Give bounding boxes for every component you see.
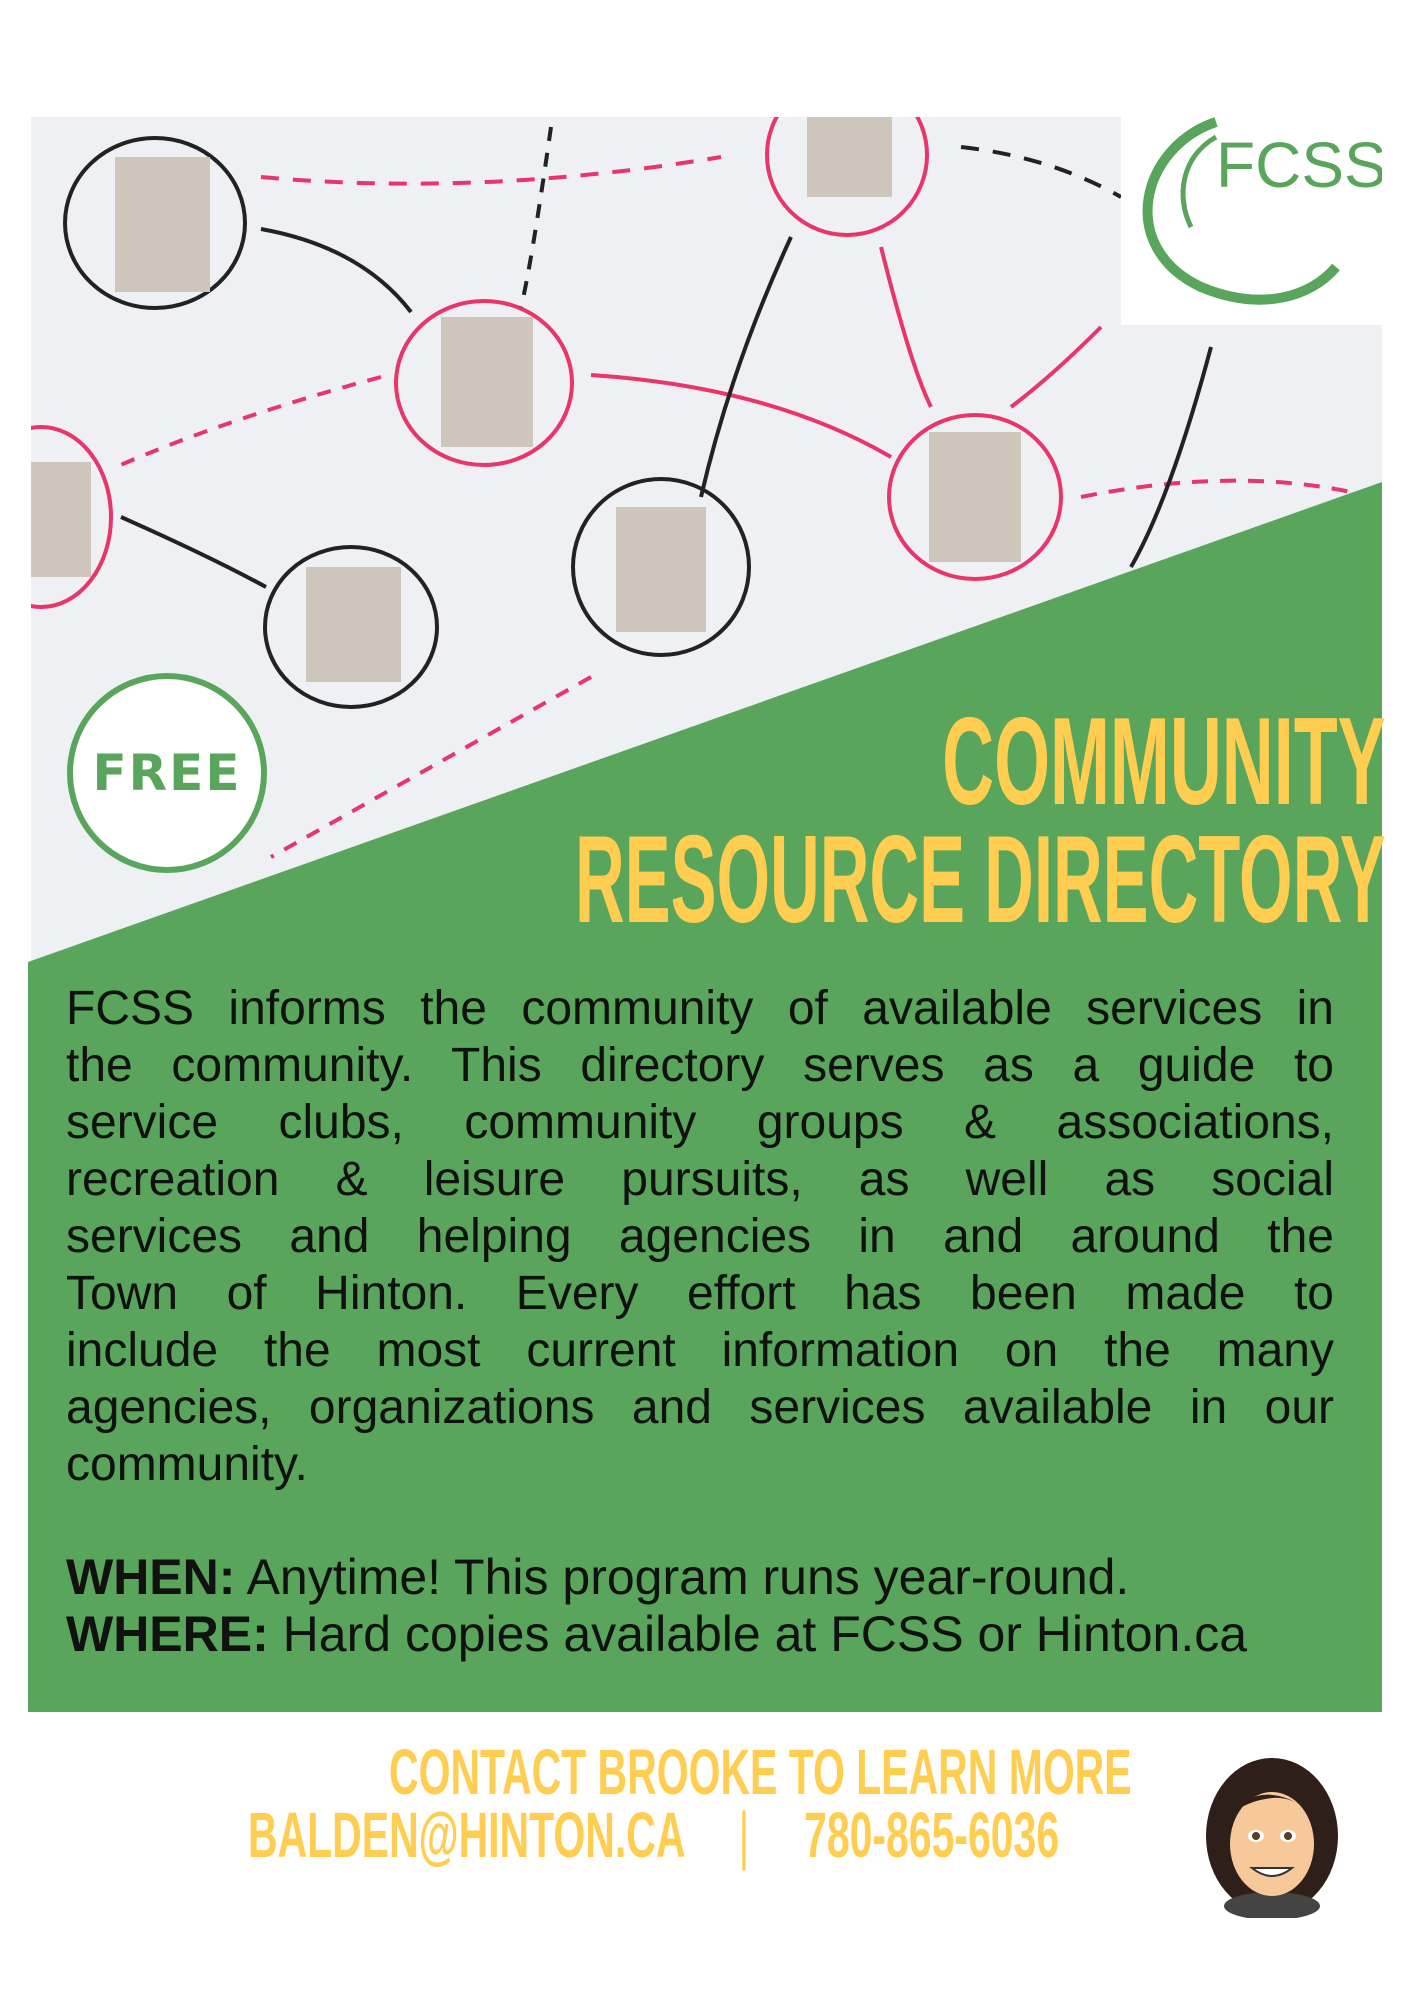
free-badge: [67, 673, 267, 873]
when-label: WHEN:: [66, 1549, 236, 1605]
description-line: service clubs, community groups & associations,: [66, 1096, 1334, 1149]
title-line-2: RESOURCE DIRECTORY: [575, 811, 1386, 949]
description-line: the community. This directory serves as a guide to: [66, 1039, 1334, 1092]
when-text: Anytime! This program runs year-round.: [246, 1549, 1130, 1605]
description-line: agencies, organizations and services available in our: [66, 1381, 1334, 1434]
description-line: include the most current information on the many: [66, 1324, 1334, 1377]
description-line: FCSS informs the community of available services in: [66, 982, 1334, 1035]
contact-details: [248, 1799, 1060, 1871]
description-line: community.: [66, 1438, 308, 1491]
logo-text: FCSS: [1216, 129, 1382, 201]
where-label: WHERE:: [66, 1606, 269, 1662]
contact-phone[interactable]: 780-865-6036: [804, 1799, 1060, 1871]
when-line: [66, 1548, 1129, 1606]
where-line: [66, 1605, 1247, 1663]
description-line: Town of Hinton. Every effort has been made to: [66, 1267, 1334, 1320]
where-text: Hard copies available at FCSS or Hinton.ca: [282, 1606, 1248, 1662]
fcss-logo: [1121, 117, 1382, 325]
contact-email[interactable]: BALDEN@HINTON.CA: [248, 1799, 684, 1871]
description: [66, 980, 1334, 1493]
contact-heading: CONTACT BROOKE TO LEARN MORE: [389, 1736, 1132, 1808]
description-line: recreation & leisure pursuits, as well as social: [66, 1153, 1334, 1206]
description-line: services and helping agencies in and around the: [66, 1210, 1334, 1263]
free-label: FREE: [92, 744, 242, 802]
title-line-1: COMMUNITY: [942, 693, 1386, 831]
brooke-avatar: [1200, 1756, 1344, 1918]
contact-separator: |: [738, 1799, 750, 1871]
